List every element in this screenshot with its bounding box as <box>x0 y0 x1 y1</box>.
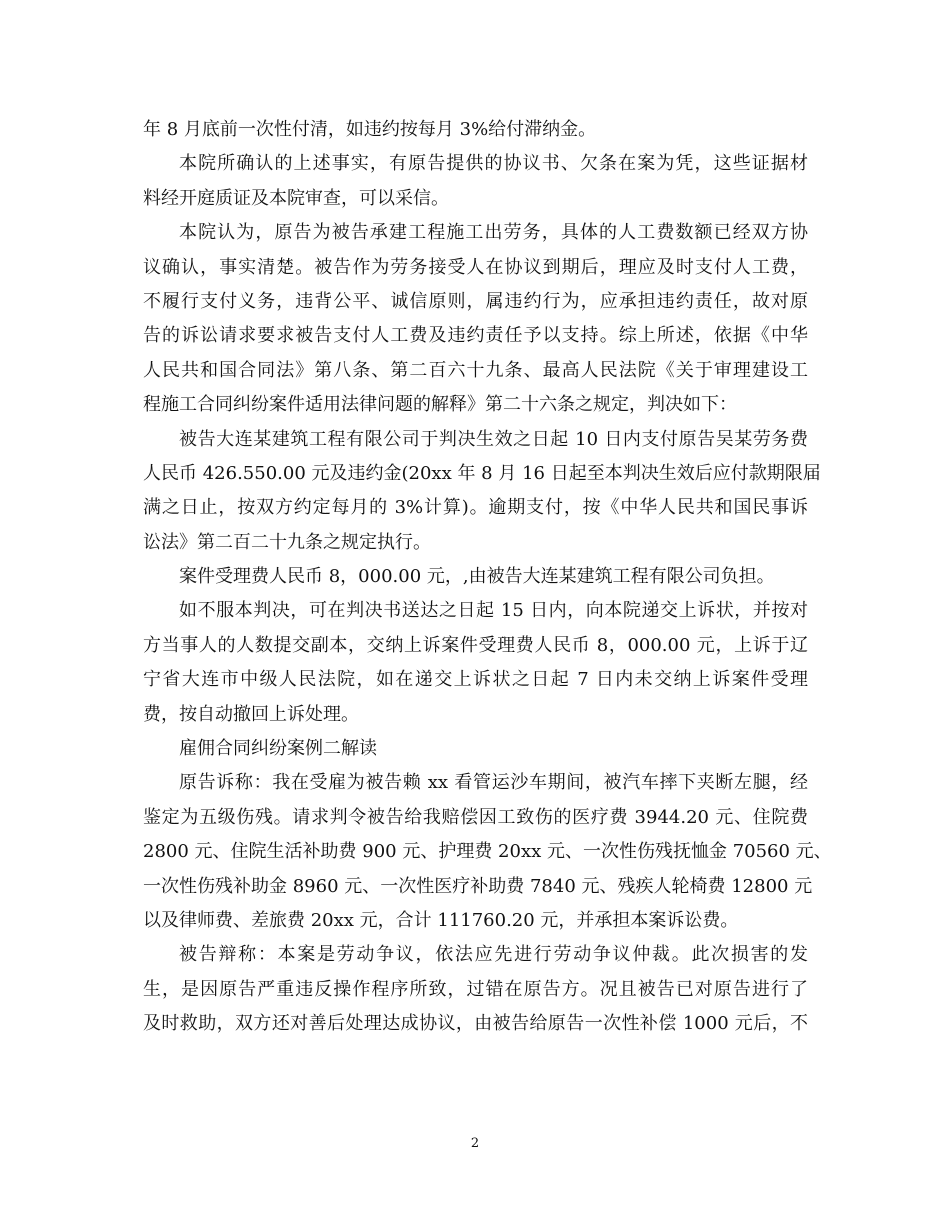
text-line: 年 8 月底前一次性付清，如违约按每月 3%给付滞纳金。 <box>143 119 597 140</box>
paragraph-start-line: 被告大连某建筑工程有限公司于判决生效之日起 10 日内支付原告吴某劳务费 <box>179 428 808 450</box>
paragraph-start-line: 被告辩称：本案是劳动争议，依法应先进行劳动争议仲裁。此次损害的发 <box>179 944 808 966</box>
text-line: 以及律师费、差旅费 20xx 元，合计 111760.20 元，并承担本案诉讼费。 <box>143 909 739 931</box>
text-line: 人民共和国合同法》第八条、第二百六十九条、最高人民法院《关于审理建设工 <box>143 359 808 381</box>
text-line: 人民币 426.550.00 元及违约金(20xx 年 8 月 16 日起至本判决生效后应付款期限届 <box>143 462 821 484</box>
paragraph-start-line: 本院所确认的上述事实，有原告提供的协议书、欠条在案为凭，这些证据材 <box>179 153 808 175</box>
text-line: 鉴定为五级伤残。请求判令被告给我赔偿因工致伤的医疗费 3944.20 元、住院费 <box>143 806 808 828</box>
text-line: 满之日止，按双方约定每月的 3%计算)。逾期支付，按《中华人民共和国民事诉 <box>143 497 808 519</box>
text-line: 料经开庭质证及本院审查，可以采信。 <box>143 187 449 209</box>
text-line: 方当事人的人数提交副本，交纳上诉案件受理费人民币 8，000.00 元，上诉于辽 <box>143 634 808 656</box>
text-line: 一次性伤残补助金 8960 元、一次性医疗补助费 7840 元、残疾人轮椅费 12800 元 <box>143 875 813 897</box>
section-heading: 雇佣合同纠纷案例二解读 <box>179 738 377 760</box>
text-line: 2800 元、住院生活补助费 900 元、护理费 20xx 元、一次性伤残抚恤金 70560 元、 <box>143 841 832 863</box>
document-body <box>143 113 832 1042</box>
text-line: 议确认，事实清楚。被告作为劳务接受人在协议到期后，理应及时支付人工费， <box>143 256 808 278</box>
paragraph-start-line: 本院认为，原告为被告承建工程施工出劳务，具体的人工费数额已经双方协 <box>179 222 808 244</box>
text-line: 及时救助，双方还对善后处理达成协议，由被告给原告一次性补偿 1000 元后，不 <box>143 1013 808 1035</box>
text-line: 生，是因原告严重违反操作程序所致，过错在原告方。况且被告已对原告进行了 <box>143 978 808 1000</box>
page-number: 2 <box>470 1136 480 1151</box>
text-line: 告的诉讼请求要求被告支付人工费及违约责任予以支持。综上所述，依据《中华 <box>143 325 808 347</box>
paragraph-start-line: 案件受理费人民币 8，000.00 元，,由被告大连某建筑工程有限公司负担。 <box>179 566 775 588</box>
text-line: 不履行支付义务，违背公平、诚信原则，属违约行为，应承担违约责任，故对原 <box>143 290 808 312</box>
paragraph-start-line: 如不服本判决，可在判决书送达之日起 15 日内，向本院递交上诉状，并按对 <box>179 600 808 622</box>
text-line: 程施工合同纠纷案件适用法律问题的解释》第二十六条之规定，判决如下： <box>143 394 737 416</box>
text-line: 费，按自动撤回上诉处理。 <box>143 703 359 725</box>
text-line: 宁省大连市中级人民法院，如在递交上诉状之日起 7 日内未交纳上诉案件受理 <box>143 669 808 691</box>
text-line: 讼法》第二百二十九条之规定执行。 <box>143 531 431 553</box>
paragraph-start-line: 原告诉称：我在受雇为被告赖 xx 看管运沙车期间，被汽车摔下夹断左腿，经 <box>179 772 808 794</box>
